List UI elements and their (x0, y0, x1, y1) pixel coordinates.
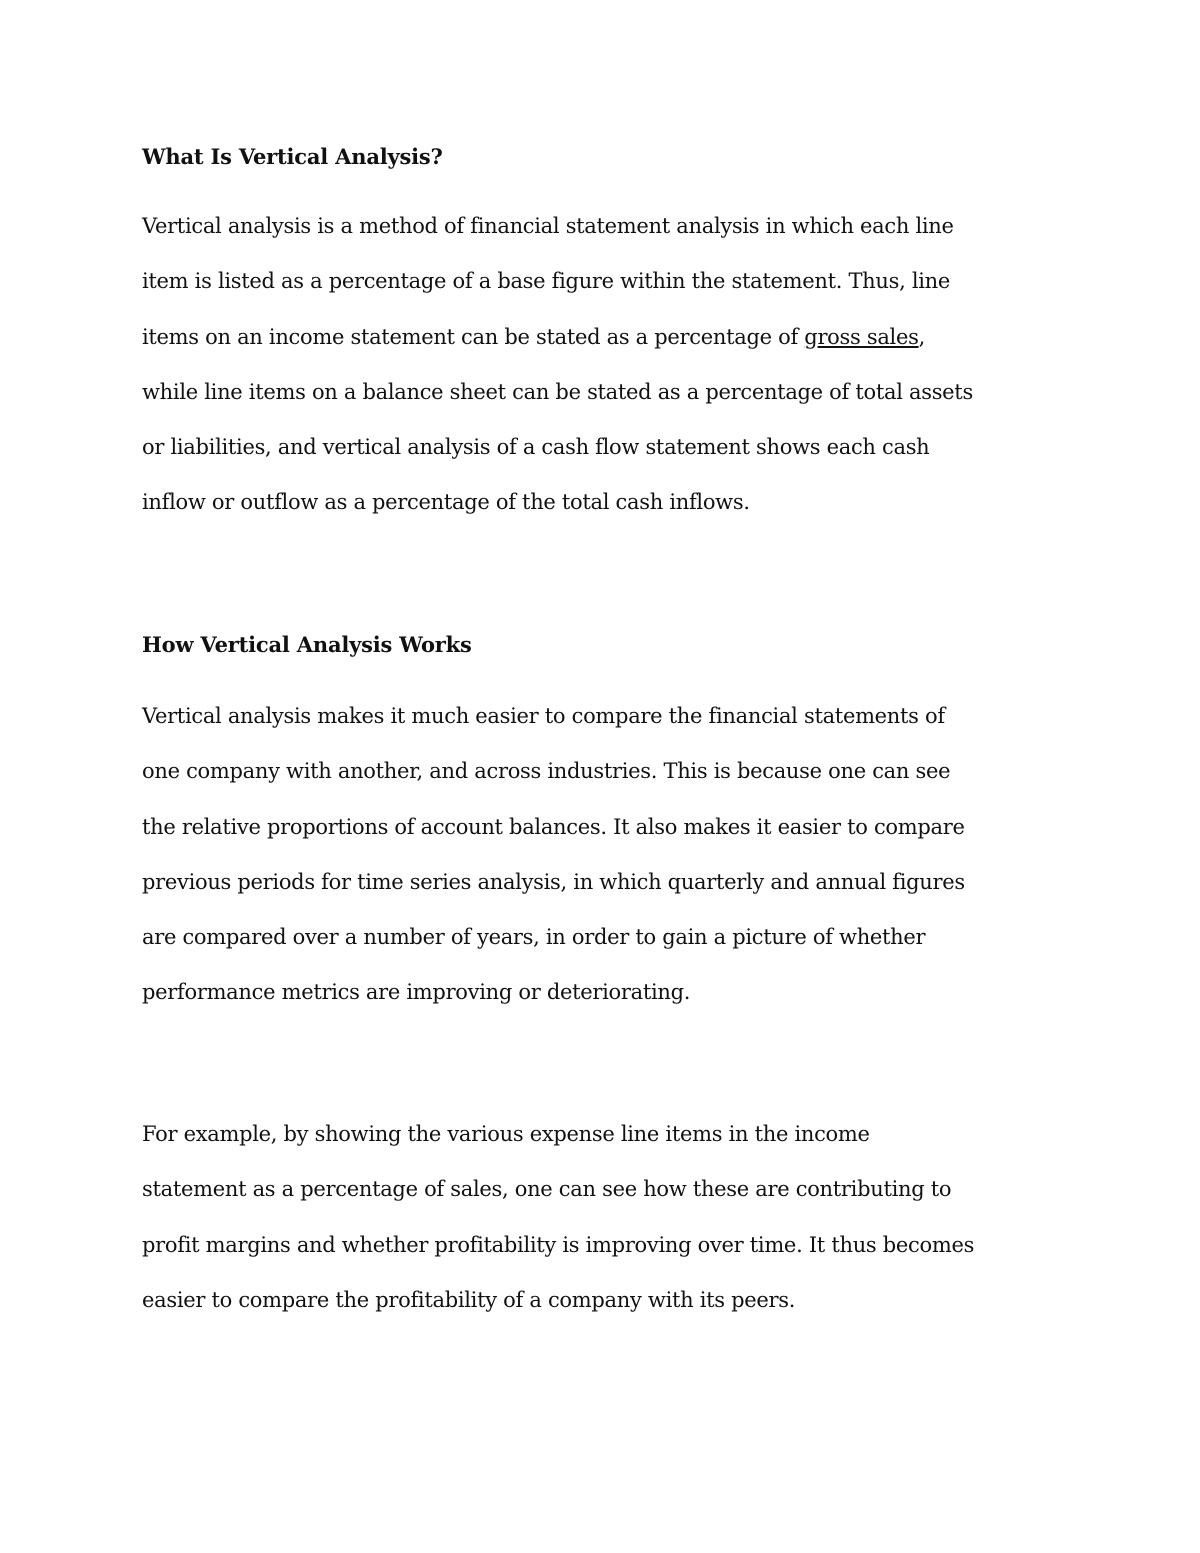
paragraph-line: one company with another, and across industries. This is because one can see (142, 759, 951, 784)
paragraph-line (142, 310, 1082, 365)
paragraph-definition (142, 199, 1082, 531)
paragraph-line: easier to compare the profitability of a company with its peers. (142, 1287, 796, 1312)
paragraph-line: are compared over a number of years, in order to gain a picture of whether (142, 925, 926, 950)
paragraph-line: For example, by showing the various expense line items in the income (142, 1122, 870, 1146)
paragraph-line: the relative proportions of account balances. It also makes it easier to compare (142, 814, 965, 839)
paragraph-line: profit margins and whether profitability is improving over time. It thus becomes (142, 1232, 975, 1257)
heading-what-is-vertical-analysis: What Is Vertical Analysis? (142, 144, 443, 169)
gross-sales-link[interactable]: gross sales (804, 324, 919, 349)
paragraph-line: item is listed as a percentage of a base figure within the statement. Thus, line (142, 269, 951, 294)
paragraph-line: while line items on a balance sheet can be stated as a percentage of total assets (142, 379, 973, 404)
paragraph-line: previous periods for time series analysis, in which quarterly and annual figures (142, 869, 965, 894)
paragraph-line: Vertical analysis makes it much easier to compare the financial statements of (142, 704, 945, 728)
paragraph-line: statement as a percentage of sales, one can see how these are contributing to (142, 1177, 952, 1202)
paragraph-line: inflow or outflow as a percentage of the total cash inflows. (142, 490, 750, 515)
paragraph-example (142, 1107, 1082, 1328)
paragraph-how-it-works (142, 689, 1082, 1021)
paragraph-text: , (918, 324, 925, 349)
paragraph-line: performance metrics are improving or deteriorating. (142, 980, 691, 1005)
paragraph-line: or liabilities, and vertical analysis of a cash flow statement shows each cash (142, 435, 930, 460)
paragraph-line: Vertical analysis is a method of financial statement analysis in which each line (142, 214, 954, 238)
heading-how-vertical-analysis-works: How Vertical Analysis Works (142, 632, 472, 657)
paragraph-text: items on an income statement can be stated as a percentage of (142, 324, 805, 349)
